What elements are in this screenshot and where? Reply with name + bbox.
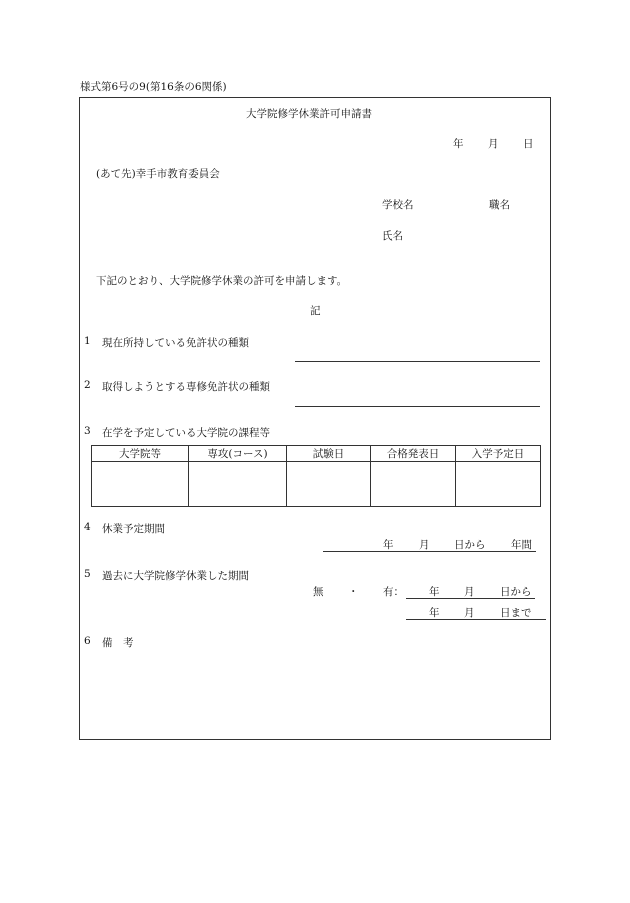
item1-label: 現在所持している免許状の種類	[102, 337, 249, 349]
item5-number: 5	[84, 568, 91, 580]
cell-admission-date[interactable]	[456, 462, 541, 507]
item1-answer-line[interactable]	[295, 361, 540, 362]
col-header-admission-date: 入学予定日	[456, 446, 541, 462]
ki-heading: 記	[310, 305, 321, 317]
cell-result-date[interactable]	[371, 462, 456, 507]
form-title: 大学院修学休業許可申請書	[246, 108, 372, 120]
period-year-label: 年	[383, 539, 394, 551]
past-from-year-label: 年	[429, 586, 440, 598]
item2-answer-line[interactable]	[295, 406, 540, 407]
form-frame	[79, 97, 551, 740]
item3-number: 3	[84, 425, 91, 437]
period-answer-line[interactable]	[323, 551, 536, 552]
past-from-month-label: 月	[464, 586, 475, 598]
period-month-label: 月	[419, 539, 430, 551]
item5-label: 過去に大学院修学休業した期間	[102, 570, 249, 582]
graduate-school-table	[91, 445, 541, 507]
period-years-label: 年間	[511, 539, 532, 551]
cell-exam-date[interactable]	[287, 462, 371, 507]
addressee: (あて先)幸手市教育委員会	[96, 168, 220, 180]
date-month-label: 月	[488, 138, 499, 150]
intro-text: 下記のとおり、大学院修学休業の許可を申請します。	[96, 275, 348, 287]
date-year-label: 年	[453, 138, 464, 150]
col-header-school: 大学院等	[92, 446, 189, 462]
item2-label: 取得しようとする専修免許状の種類	[102, 381, 270, 393]
item3-label: 在学を予定している大学院の課程等	[102, 427, 270, 439]
item2-number: 2	[84, 379, 91, 391]
past-until-month-label: 月	[464, 607, 475, 619]
past-from-day-label: 日から	[500, 586, 532, 598]
cell-school[interactable]	[92, 462, 189, 507]
past-has-option[interactable]: 有：	[383, 586, 404, 598]
date-day-label: 日	[523, 138, 534, 150]
school-name-label: 学校名	[382, 199, 414, 211]
col-header-major: 専攻(コース)	[189, 446, 287, 462]
past-separator-dot: ・	[348, 586, 359, 598]
item1-number: 1	[84, 335, 91, 347]
cell-major[interactable]	[189, 462, 287, 507]
past-from-answer-line[interactable]	[406, 598, 535, 599]
item6-label: 備 考	[102, 637, 134, 649]
past-until-day-label: 日まで	[500, 607, 532, 619]
past-until-year-label: 年	[429, 607, 440, 619]
period-from-label: 日から	[454, 539, 486, 551]
item4-label: 休業予定期間	[102, 523, 165, 535]
applicant-name-label: 氏名	[382, 230, 403, 242]
form-number: 様式第6号の9(第16条の6関係)	[80, 81, 227, 93]
past-none-option[interactable]: 無	[313, 586, 324, 598]
past-until-answer-line[interactable]	[406, 619, 546, 620]
position-label: 職名	[489, 199, 510, 211]
col-header-result-date: 合格発表日	[371, 446, 456, 462]
item4-number: 4	[84, 521, 91, 533]
col-header-exam-date: 試験日	[287, 446, 371, 462]
item6-number: 6	[84, 635, 91, 647]
